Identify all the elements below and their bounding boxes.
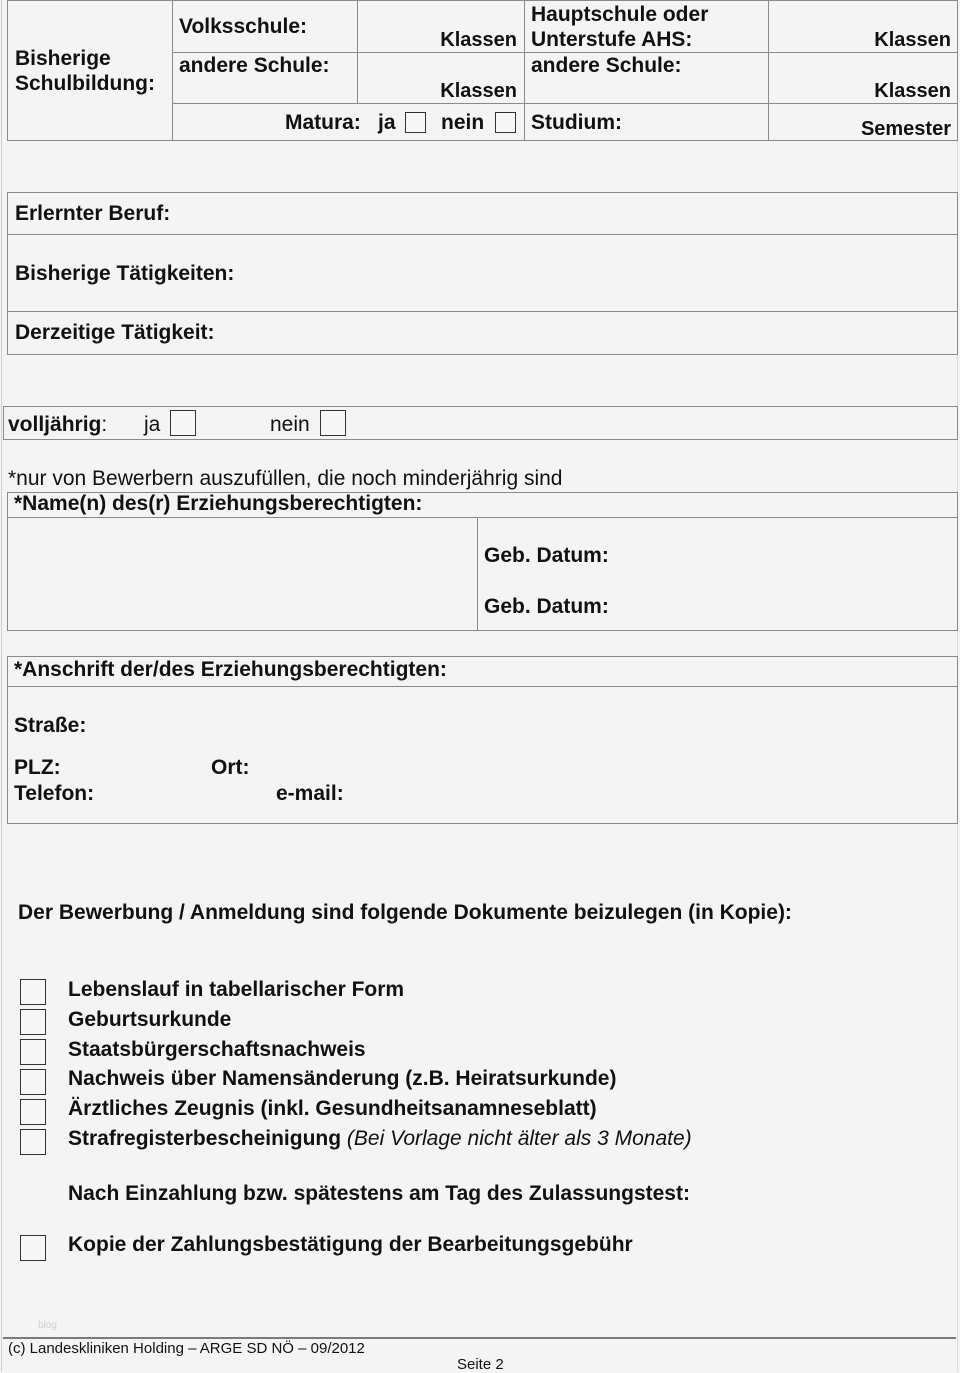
- document-checkbox-citizenship[interactable]: [20, 1039, 46, 1065]
- email-label: e-mail:: [276, 782, 344, 805]
- volksschule-label: Volksschule:: [179, 15, 307, 38]
- document-checkbox-name-change[interactable]: [20, 1069, 46, 1095]
- adult-no-label: nein: [270, 413, 310, 436]
- phone-field[interactable]: [110, 780, 270, 808]
- derzeitige-taetigkeit-field[interactable]: [240, 312, 957, 354]
- street-field[interactable]: [100, 704, 957, 744]
- divider: [477, 517, 478, 631]
- adult-no-checkbox[interactable]: [320, 410, 346, 436]
- matura-no-label: nein: [441, 111, 485, 134]
- document-checkbox-payment-confirmation[interactable]: [20, 1235, 46, 1261]
- document-checkbox-cv[interactable]: [20, 979, 46, 1005]
- document-checkbox-medical[interactable]: [20, 1099, 46, 1125]
- document-label: Lebenslauf in tabellarischer Form: [68, 978, 405, 1001]
- volksschule-unit: Klassen: [440, 29, 517, 51]
- birthdate-1-field[interactable]: [620, 530, 957, 574]
- page-number: Seite 2: [457, 1356, 504, 1373]
- adult-label: volljährig:: [8, 413, 108, 436]
- matura-yes-label: ja: [378, 111, 396, 134]
- document-checkbox-criminal-record[interactable]: [20, 1129, 46, 1155]
- later-documents-heading: Nach Einzahlung bzw. spätestens am Tag des Zulassungstest:: [68, 1182, 690, 1205]
- matura-yes-checkbox[interactable]: [405, 112, 426, 133]
- divider: [7, 686, 958, 687]
- guardian-address-header: *Anschrift der/des Erziehungsberechtigten:: [14, 658, 447, 681]
- adult-yes-label: ja: [144, 413, 161, 436]
- divider: [524, 0, 525, 141]
- adult-yes-checkbox[interactable]: [170, 410, 196, 436]
- andere-schule-right-label: andere Schule:: [531, 54, 682, 77]
- page-edge-left: [1, 0, 2, 1372]
- document-label: Strafregisterbescheinigung (Bei Vorlage nicht älter als 3 Monate): [68, 1127, 692, 1150]
- document-label: Kopie der Zahlungsbestätigung der Bearbeitungsgebühr: [68, 1233, 633, 1256]
- schooling-section-label: Bisherige Schulbildung:: [15, 47, 155, 95]
- bisherige-taetigkeiten-field[interactable]: [260, 235, 957, 311]
- bisherige-taetigkeiten-label: Bisherige Tätigkeiten:: [15, 262, 235, 285]
- erlernter-beruf-label: Erlernter Beruf:: [15, 202, 171, 225]
- city-field[interactable]: [260, 752, 957, 778]
- guardian-names-header: *Name(n) des(r) Erziehungsberechtigten:: [14, 492, 423, 515]
- studium-label: Studium:: [531, 111, 622, 134]
- studium-unit: Semester: [860, 118, 951, 140]
- erlernter-beruf-field[interactable]: [200, 193, 957, 234]
- documents-heading: Der Bewerbung / Anmeldung sind folgende Dokumente beizulegen (in Kopie):: [18, 901, 792, 924]
- matura-label: Matura:: [285, 111, 361, 134]
- email-field[interactable]: [355, 780, 957, 808]
- document-label: Geburtsurkunde: [68, 1008, 232, 1031]
- plz-field[interactable]: [70, 752, 200, 778]
- footer-copyright: (c) Landeskliniken Holding – ARGE SD NÖ – 09/2012: [8, 1340, 365, 1357]
- birthdate-1-label: Geb. Datum:: [484, 544, 609, 567]
- watermark: blog: [38, 1320, 57, 1331]
- city-label: Ort:: [211, 756, 250, 779]
- document-checkbox-birth-certificate[interactable]: [20, 1009, 46, 1035]
- andere-schule-left-unit: Klassen: [440, 80, 517, 102]
- birthdate-2-field[interactable]: [620, 582, 957, 626]
- derzeitige-taetigkeit-label: Derzeitige Tätigkeit:: [15, 321, 215, 344]
- guardian-names-field[interactable]: [8, 518, 476, 630]
- document-label: Nachweis über Namensänderung (z.B. Heiratsurkunde): [68, 1067, 617, 1090]
- document-note: (Bei Vorlage nicht älter als 3 Monate): [346, 1127, 692, 1150]
- andere-schule-left-label: andere Schule:: [179, 54, 330, 77]
- matura-no-checkbox[interactable]: [495, 112, 516, 133]
- street-label: Straße:: [14, 714, 87, 737]
- andere-schule-right-unit: Klassen: [874, 80, 951, 102]
- birthdate-2-label: Geb. Datum:: [484, 595, 609, 618]
- guardian-note: *nur von Bewerbern auszufüllen, die noch minderjährig sind: [8, 467, 563, 490]
- plz-label: PLZ:: [14, 756, 61, 779]
- phone-label: Telefon:: [14, 782, 95, 805]
- footer-rule: [3, 1337, 956, 1339]
- hauptschule-label: Hauptschule oder Unterstufe AHS:: [531, 3, 709, 51]
- document-label: Staatsbürgerschaftsnachweis: [68, 1038, 366, 1061]
- divider: [172, 0, 173, 141]
- hauptschule-unit: Klassen: [874, 29, 951, 51]
- document-label: Ärztliches Zeugnis (inkl. Gesundheitsanamneseblatt): [68, 1097, 597, 1120]
